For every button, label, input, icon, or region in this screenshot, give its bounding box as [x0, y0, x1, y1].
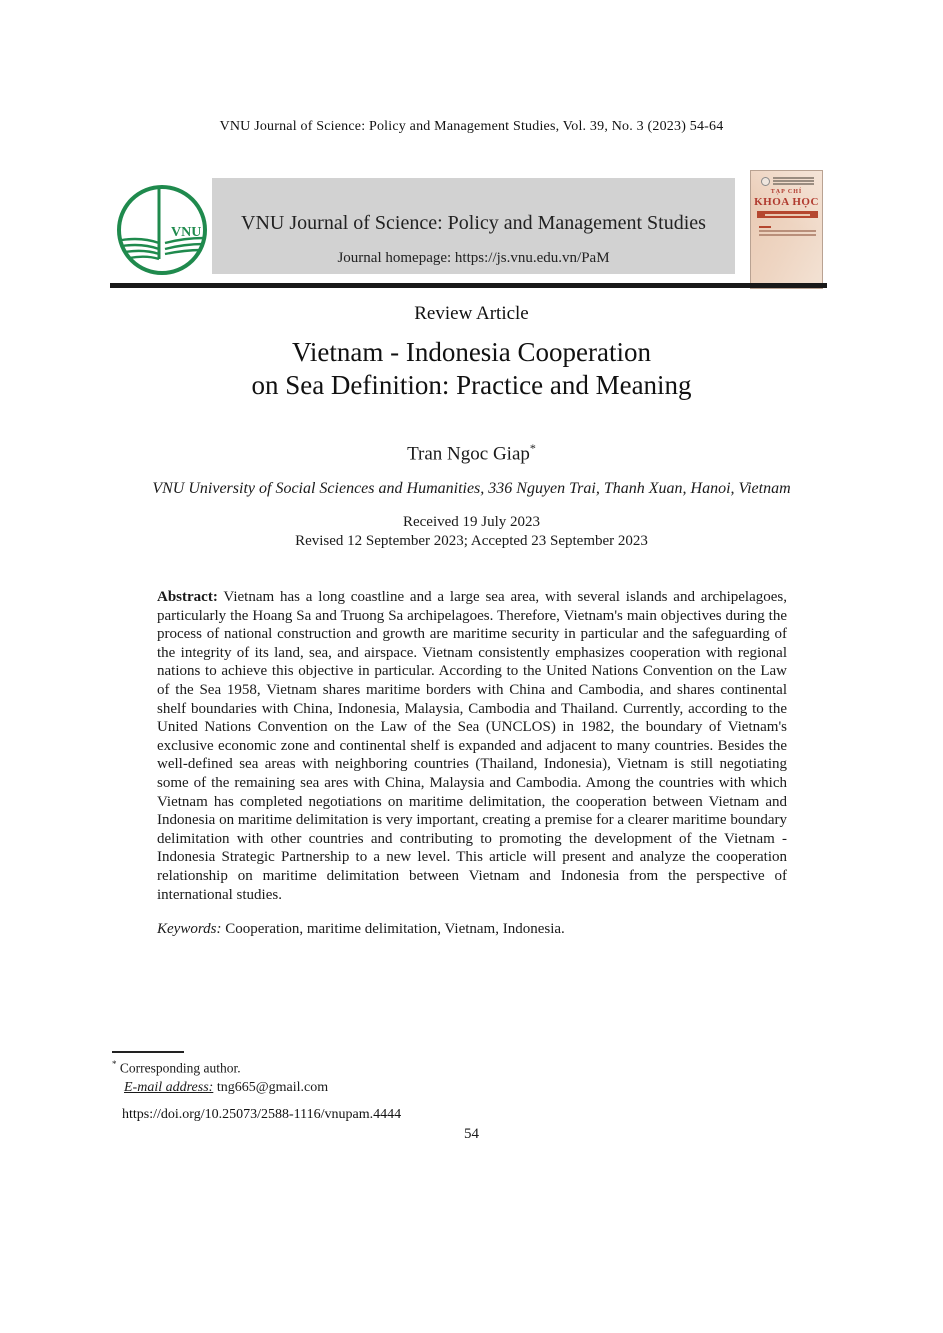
- page-number: 54: [464, 1126, 479, 1142]
- journal-cover-thumbnail: [750, 170, 823, 289]
- journal-homepage-link[interactable]: Journal homepage: https://js.vnu.edu.vn/PaM: [337, 250, 610, 266]
- abstract-text: Vietnam has a long coastline and a large sea area, with several islands and archipelagoes, particularly the Hoang Sa and Truong Sa archipelagoes. Therefore, Vietnam's main objectives during the process of national construction and growth are maritime security in particular and the safeguarding of the integrity of its land, sea, and airspace. Vietnam consistently emphasizes cooperation with regional nations to achieve this objective in particular. According to the United Nations Convention on the Law of the Sea 1958, Vietnam shares maritime borders with China and Cambodia, and shares continental shelf boundaries with China, Indonesia, Malaysia, Cambodia and Thailand. Currently, according to the United Nations Convention on the Law of the Sea (UNCLOS) in 1982, the boundary of Vietnam's exclusive economic zone and continental shelf is expanded and adjacent to many countries. Besides the well-defined sea areas with neighboring countries (Thailand, Indonesia), Vietnam is still negotiating some of the remaining sea ares with China, Malaysia and Cambodia. Among the countries with which Vietnam has completed negotiations on maritime delimitation, the cooperation between Vietnam and Indonesia on maritime delimitation is very important, creating a premise for a clearer maritime boundary delimitation with other countries and contributing to promoting the development of the Vietnam - Indonesia Strategic Partnership to a new level. This article will present and analyze the cooperation relationship on maritime delimitation between Vietnam and Indonesia from the perspective of international studies.: [157, 589, 787, 903]
- article-title-line-1: Vietnam - Indonesia Cooperation: [291, 337, 652, 367]
- footnote-email-line: [124, 1080, 328, 1096]
- keywords-label: Keywords:: [157, 921, 222, 937]
- email-address[interactable]: tng665@gmail.com: [216, 1080, 329, 1095]
- author-line: [0, 441, 943, 465]
- header-divider: [110, 283, 827, 288]
- footnote-corresponding: [112, 1059, 241, 1077]
- keywords: [157, 921, 787, 938]
- journal-banner: [212, 178, 735, 274]
- vnu-logo-icon: [115, 183, 209, 277]
- doi-link[interactable]: https://doi.org/10.25073/2588-1116/vnupam.4444: [122, 1107, 402, 1122]
- vnu-logo: [115, 183, 209, 277]
- keywords-text: Cooperation, maritime delimitation, Vietnam, Indonesia.: [225, 921, 565, 937]
- journal-banner-title: VNU Journal of Science: Policy and Management Studies: [241, 212, 706, 234]
- abstract: [157, 588, 787, 904]
- article-title: [0, 336, 943, 402]
- cover-emblem-icon: [761, 176, 814, 186]
- article-title-line-2: on Sea Definition: Practice and Meaning: [251, 370, 692, 400]
- author-corresponding-mark: *: [529, 441, 536, 455]
- footnote-corresponding-text: Corresponding author.: [119, 1060, 241, 1076]
- abstract-label: Abstract:: [157, 589, 218, 605]
- cover-title: KHOA HỌC: [754, 196, 819, 208]
- vnu-logo-text: VNU: [171, 225, 202, 240]
- revised-accepted-dates: Revised 12 September 2023; Accepted 23 September 2023: [295, 533, 648, 549]
- cover-fineprint: [759, 224, 816, 238]
- running-head: VNU Journal of Science: Policy and Management Studies, Vol. 39, No. 3 (2023) 54-64: [219, 119, 724, 134]
- cover-red-band: [757, 211, 818, 218]
- received-date: Received 19 July 2023: [402, 514, 541, 530]
- author-affiliation: VNU University of Social Sciences and Humanities, 336 Nguyen Trai, Thanh Xuan, Hanoi, Vietnam: [152, 480, 791, 497]
- footnote-divider: [112, 1051, 184, 1053]
- cover-series-label: TẠP CHÍ: [770, 189, 803, 195]
- author-name: Tran Ngoc Giap: [407, 443, 530, 465]
- footnote-mark: *: [112, 1059, 117, 1069]
- email-label: E-mail address:: [124, 1080, 214, 1095]
- article-type-label: Review Article: [414, 303, 529, 324]
